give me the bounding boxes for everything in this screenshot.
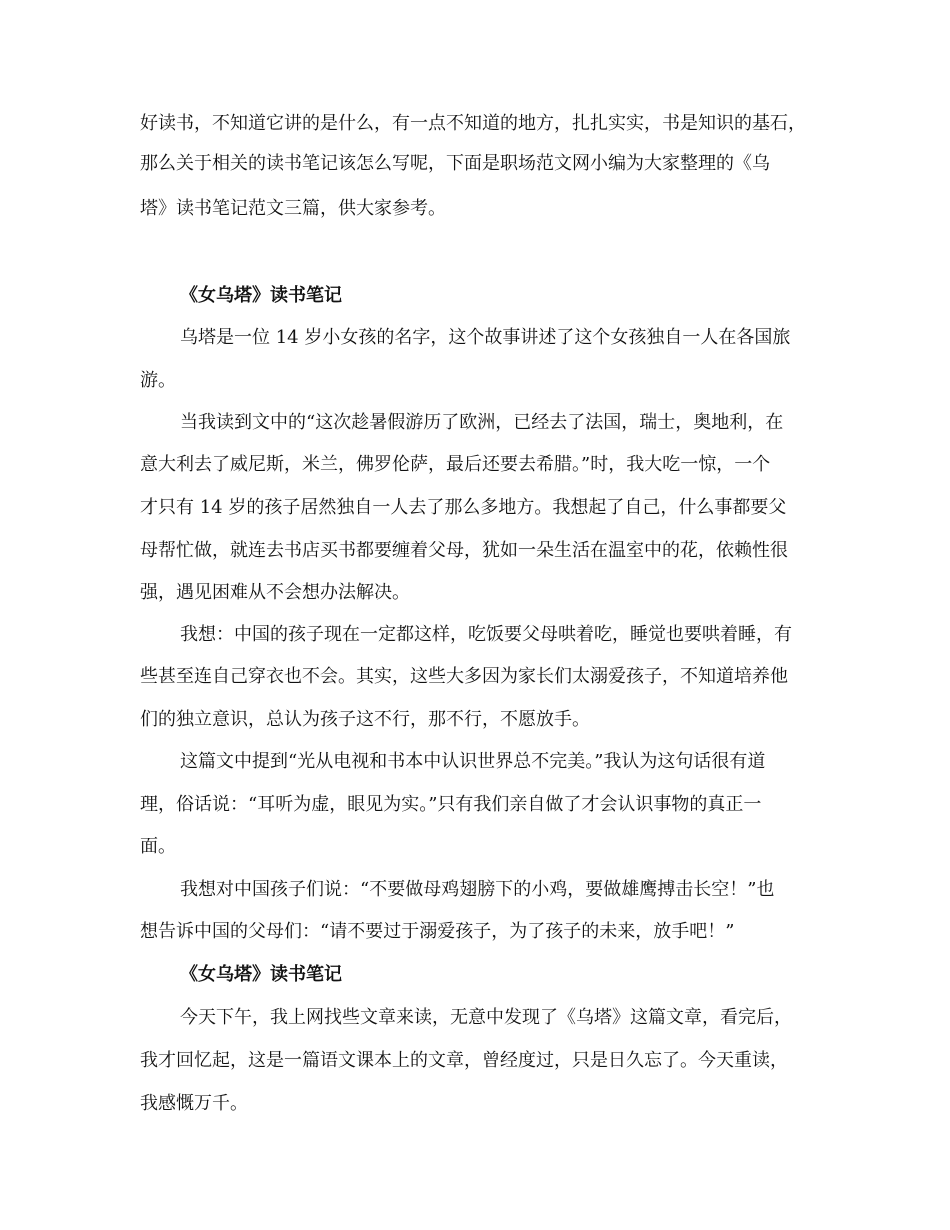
paragraph-line: 理，俗话说：“耳听为虚，眼见为实。”只有我们亲自做了才会认识事物的真正一 — [140, 794, 762, 815]
paragraph-line: 些甚至连自己穿衣也不会。其实，这些大多因为家长们太溺爱孩子，不知道培养他 — [140, 666, 788, 687]
intro-line: 好读书，不知道它讲的是什么，有一点不知道的地方，扎扎实实，书是知识的基石， — [140, 113, 806, 134]
paragraph-line: 游。 — [140, 370, 176, 391]
paragraph-line: 当我读到文中的“这次趁暑假游历了欧洲，已经去了法国，瑞士，奥地利，在 — [180, 412, 784, 433]
paragraph-line: 们的独立意识，总认为孩子这不行，那不行，不愿放手。 — [140, 709, 590, 730]
paragraph-line: 今天下午，我上网找些文章来读，无意中发现了《乌塔》这篇文章，看完后， — [180, 1007, 792, 1028]
paragraph-line: 想告诉中国的父母们：“请不要过于溺爱孩子，为了孩子的未来，放手吧！” — [140, 921, 735, 942]
intro-line: 塔》读书笔记范文三篇，供大家参考。 — [140, 198, 446, 219]
paragraph-line: 我想对中国孩子们说：“不要做母鸡翅膀下的小鸡，要做雄鹰搏击长空！”也 — [180, 879, 775, 900]
paragraph-line: 意大利去了威尼斯，米兰，佛罗伦萨，最后还要去希腊。”时，我大吃一惊，一个 — [140, 454, 771, 475]
section-heading: 《女乌塔》读书笔记 — [180, 285, 342, 306]
paragraph-line: 才只有 14 岁的孩子居然独自一人去了那么多地方。我想起了自己，什么事都要父 — [140, 497, 787, 518]
intro-line: 那么关于相关的读书笔记该怎么写呢，下面是职场范文网小编为大家整理的《乌 — [140, 153, 770, 174]
section-heading: 《女乌塔》读书笔记 — [180, 964, 342, 985]
paragraph-line: 面。 — [140, 836, 176, 857]
paragraph-line: 这篇文中提到“光从电视和书本中认识世界总不完美。”我认为这句话很有道 — [180, 751, 766, 772]
paragraph-line: 我感慨万千。 — [140, 1093, 248, 1114]
paragraph-line: 强，遇见困难从不会想办法解决。 — [140, 582, 410, 603]
paragraph-line: 我才回忆起，这是一篇语文课本上的文章，曾经度过，只是日久忘了。今天重读， — [140, 1050, 788, 1071]
paragraph-line: 乌塔是一位 14 岁小女孩的名字，这个故事讲述了这个女孩独自一人在各国旅 — [180, 327, 791, 348]
paragraph-line: 我想：中国的孩子现在一定都这样，吃饭要父母哄着吃，睡觉也要哄着睡，有 — [180, 624, 792, 645]
paragraph-line: 母帮忙做，就连去书店买书都要缠着父母，犹如一朵生活在温室中的花，依赖性很 — [140, 540, 788, 561]
